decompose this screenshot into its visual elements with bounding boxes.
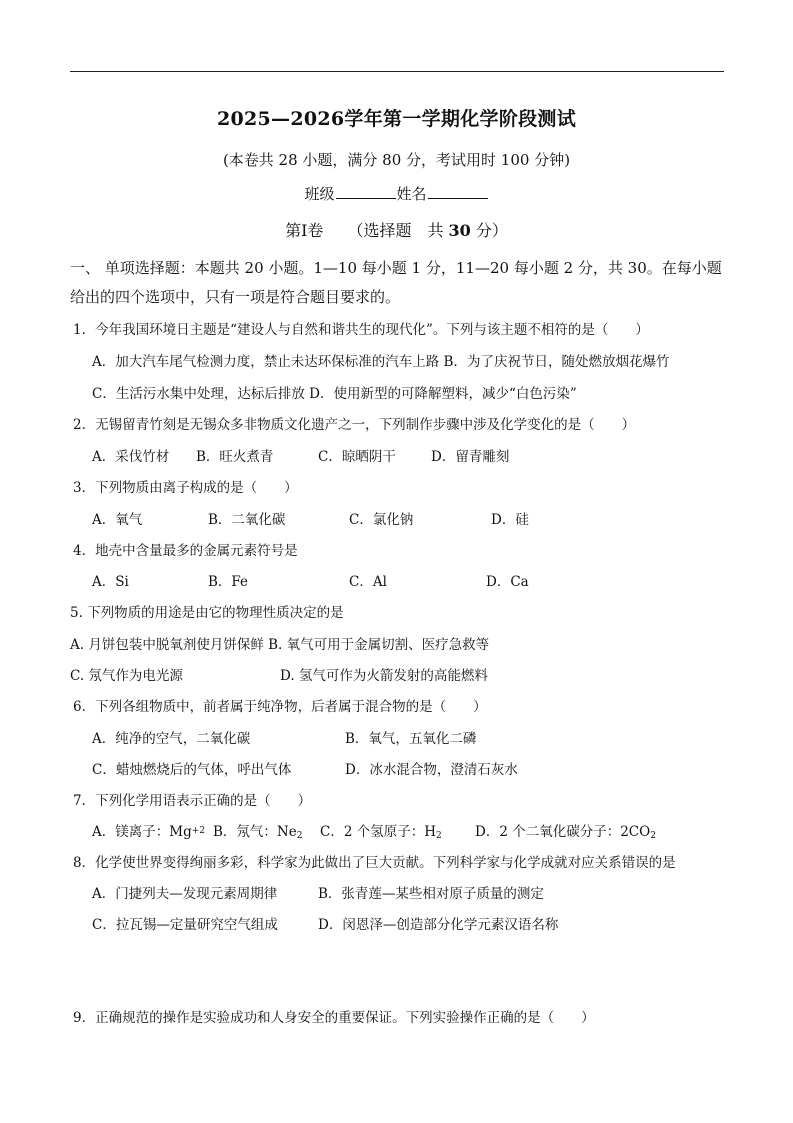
question-2-stem: 2．无锡留青竹刻是无锡众多非物质文化遗产之一，下列制作步骤中涉及化学变化的是（ ） <box>73 417 636 433</box>
question-5-option-c: C. 氖气作为电光源 <box>70 668 183 684</box>
name-blank[interactable] <box>428 183 488 199</box>
question-2-option-c: C．晾晒阴干 <box>318 449 396 465</box>
question-7-option-d-formula: 2CO <box>620 824 651 840</box>
question-4-stem: 4．地壳中含量最多的金属元素符号是 <box>73 543 298 559</box>
name-label: 姓名 <box>396 185 427 203</box>
question-7-option-d-subscript: 2 <box>650 831 656 841</box>
question-7-option-b-label: B．氖气： <box>213 824 277 840</box>
question-7-stem: 7．下列化学用语表示正确的是（ ） <box>73 793 312 809</box>
question-6-option-b: B．氧气，五氧化二磷 <box>345 731 477 747</box>
section-heading-left: 第Ⅰ卷 <box>285 221 324 240</box>
question-7-option-c-label: C．2 个氢原子： <box>320 824 425 840</box>
question-2-option-b: B．旺火煮青 <box>196 449 274 465</box>
question-3-option-d: D．硅 <box>491 512 529 528</box>
question-5-options-ab: A. 月饼包装中脱氧剂使月饼保鲜 B. 氧气可用于金属切割、医疗急救等 <box>70 637 490 653</box>
question-1-options-ab: A．加大汽车尾气检测力度，禁止未达环保标准的汽车上路 B．为了庆祝节日，随处燃放烟花爆竹 <box>92 354 670 370</box>
question-8-stem: 8．化学使世界变得绚丽多彩，科学家为此做出了巨大贡献。下列科学家与化学成就对应关系错误的是 <box>73 855 676 871</box>
question-7-option-d <box>475 820 656 841</box>
section-heading-right-a: （选择题 共 <box>347 221 449 240</box>
question-1-options-cd: C．生活污水集中处理，达标后排放 D．使用新型的可降解塑料，减少“白色污染” <box>92 386 577 402</box>
question-9-stem: 9．正确规范的操作是实验成功和人身安全的重要保证。下列实验操作正确的是（ ） <box>73 1010 595 1026</box>
question-7-option-c <box>320 820 442 841</box>
question-7-option-a-formula: Mg <box>169 824 192 840</box>
class-label: 班级 <box>304 185 335 203</box>
header-rule <box>70 71 724 72</box>
question-4-option-d: D．Ca <box>486 574 529 590</box>
question-7-option-d-label: D．2 个二氧化碳分子： <box>475 824 621 840</box>
exam-subtitle: (本卷共 28 小题，满分 80 分，考试用时 100 分钟) <box>222 151 571 169</box>
section-heading <box>0 218 793 241</box>
question-6-option-a: A．纯净的空气，二氧化碳 <box>92 731 251 747</box>
question-6-stem: 6．下列各组物质中，前者属于纯净物，后者属于混合物的是（ ） <box>73 699 487 715</box>
question-8-option-b: B．张青莲—某些相对原子质量的测定 <box>318 886 544 902</box>
question-8-option-a: A．门捷列夫—发现元素周期律 <box>92 886 278 902</box>
section-heading-score: 30 <box>448 221 471 240</box>
question-5-stem: 5. 下列物质的用途是由它的物理性质决定的是 <box>70 605 344 621</box>
question-3-option-b: B．二氧化碳 <box>208 512 286 528</box>
question-7-option-a-label: A．镁离子： <box>92 824 170 840</box>
question-3-option-a: A．氧气 <box>92 512 143 528</box>
question-5-option-d: D. 氢气可作为火箭发射的高能燃料 <box>280 668 488 684</box>
question-7-option-b-formula: Ne <box>276 824 297 840</box>
question-6-option-d: D．冰水混合物，澄清石灰水 <box>345 762 518 778</box>
question-7-option-c-subscript: 2 <box>436 831 442 841</box>
question-1-stem: 1．今年我国环境日主题是“建设人与自然和谐共生的现代化”。下列与该主题不相符的是（ ） <box>73 322 649 338</box>
class-name-line <box>0 183 793 204</box>
question-7-option-a-charge: +2 <box>191 826 205 836</box>
question-7-option-b-subscript: 2 <box>296 831 303 841</box>
question-2-option-a: A．采伐竹材 <box>92 449 170 465</box>
question-6-option-c: C．蜡烛燃烧后的气体，呼出气体 <box>92 762 292 778</box>
question-7-option-b <box>213 820 302 841</box>
question-7-option-c-formula: H <box>424 824 436 840</box>
section-instruction-line-2: 给出的四个选项中，只有一项是符合题目要求的。 <box>70 288 401 306</box>
question-3-option-c: C．氯化钠 <box>349 512 414 528</box>
class-blank[interactable] <box>336 183 396 199</box>
exam-title: 2025—2026学年第一学期化学阶段测试 <box>216 108 577 130</box>
section-instruction-line-1: 一、 单项选择题：本题共 20 小题。1—10 每小题 1 分，11—20 每小题 2 分，共 30。在每小题 <box>70 259 722 277</box>
question-2-option-d: D．留青雕刻 <box>431 449 510 465</box>
question-3-stem: 3．下列物质由离子构成的是（ ） <box>73 480 298 496</box>
question-8-option-c: C．拉瓦锡—定量研究空气组成 <box>92 917 278 933</box>
question-4-option-a: A．Si <box>92 574 129 590</box>
question-4-option-c: C．Al <box>349 574 387 590</box>
section-heading-right-c: 分） <box>470 221 508 240</box>
question-7-option-a <box>92 820 205 840</box>
question-8-option-d: D．闵恩泽—创造部分化学元素汉语名称 <box>318 917 559 933</box>
question-4-option-b: B．Fe <box>208 574 249 590</box>
